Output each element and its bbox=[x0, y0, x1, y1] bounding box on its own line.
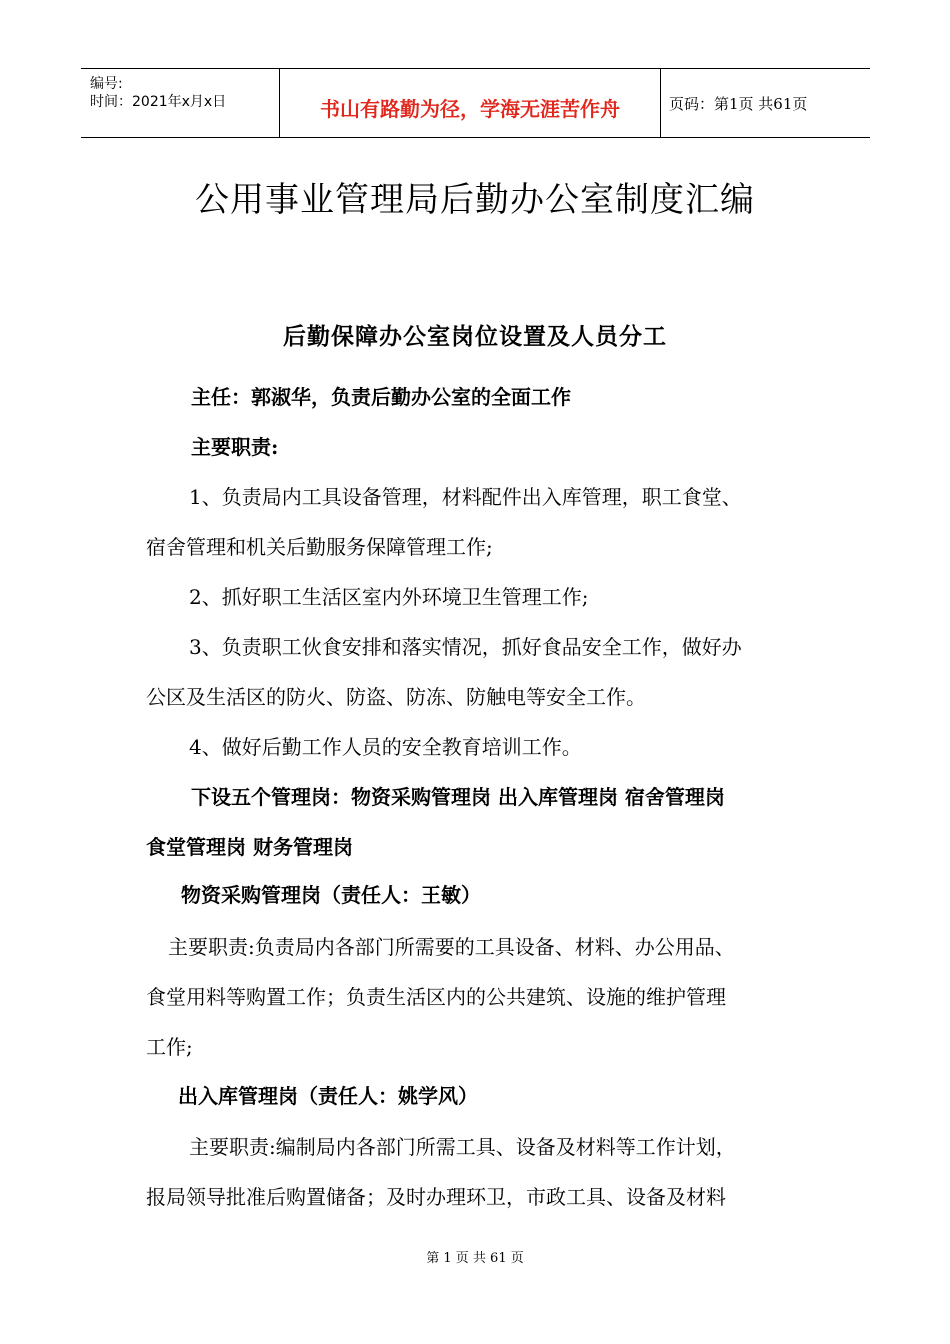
post-1-line-1: 主要职责:负责局内各部门所需要的工具设备、材料、办公用品、 bbox=[168, 935, 735, 959]
header-page-info: 页码：第1页 共61页 bbox=[669, 95, 808, 113]
duties-heading: 主要职责: bbox=[191, 435, 279, 459]
duty-2: 2、抓好职工生活区室内外环境卫生管理工作; bbox=[189, 585, 589, 609]
post-2-line-2: 报局领导批准后购置储备；及时办理环卫，市政工具、设备及材料 bbox=[146, 1185, 726, 1209]
post-1-line-2: 食堂用料等购置工作；负责生活区内的公共建筑、设施的维护管理 bbox=[146, 985, 726, 1009]
posts-line-1: 下设五个管理岗：物资采购管理岗 出入库管理岗 宿舍管理岗 bbox=[191, 785, 725, 809]
director-line: 主任：郭淑华，负责后勤办公室的全面工作 bbox=[191, 385, 571, 409]
duty-3-line-2: 公区及生活区的防火、防盗、防冻、防触电等安全工作。 bbox=[146, 685, 646, 709]
post-2-line-1: 主要职责:编制局内各部门所需工具、设备及材料等工作计划， bbox=[189, 1135, 736, 1159]
duty-3-line-1: 3、负责职工伙食安排和落实情况，抓好食品安全工作，做好办 bbox=[189, 635, 742, 659]
section-title: 后勤保障办公室岗位设置及人员分工 bbox=[283, 324, 667, 350]
header-motto-cell bbox=[280, 69, 661, 137]
post-1-line-3: 工作; bbox=[146, 1035, 193, 1059]
motto-text: 书山有路勤为径，学海无涯苦作舟 bbox=[320, 97, 620, 121]
duty-4: 4、做好后勤工作人员的安全教育培训工作。 bbox=[189, 735, 582, 759]
post-1-heading: 物资采购管理岗（责任人：王敏） bbox=[181, 883, 481, 907]
posts-line-2: 食堂管理岗 财务管理岗 bbox=[146, 835, 353, 859]
document-title: 公用事业管理局后勤办公室制度汇编 bbox=[195, 180, 755, 220]
duty-1-line-1: 1、负责局内工具设备管理，材料配件出入库管理，职工食堂、 bbox=[189, 485, 742, 509]
document-header bbox=[81, 68, 870, 138]
doc-time-label: 时间：2021年x月x日 bbox=[90, 94, 227, 110]
doc-number-label: 编号: bbox=[90, 76, 123, 92]
duty-1-line-2: 宿舍管理和机关后勤服务保障管理工作; bbox=[146, 535, 493, 559]
header-meta-cell bbox=[81, 69, 280, 137]
page-footer: 第 1 页 共 61 页 bbox=[426, 1251, 524, 1266]
post-2-heading: 出入库管理岗（责任人：姚学风） bbox=[178, 1084, 478, 1108]
